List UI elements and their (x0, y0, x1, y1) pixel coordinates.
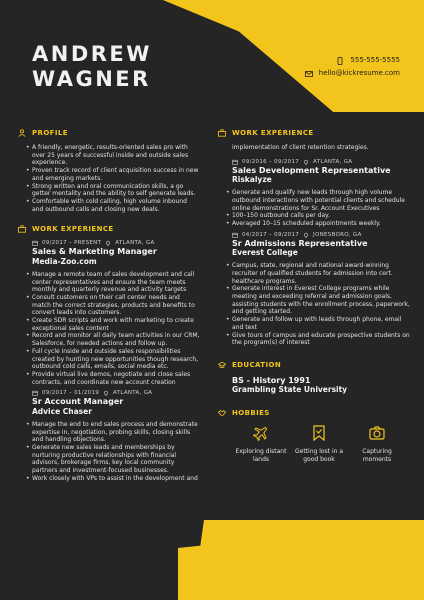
right-column (218, 129, 412, 464)
list-item: • Create SDR scripts and work with marketing to create exceptional sales content (32, 317, 200, 332)
education-degree: BS - History 1991 (232, 375, 311, 385)
job-company: Advice Chaser (32, 406, 92, 416)
hobby-label: Capturing moments (362, 447, 392, 463)
map-pin-icon (105, 240, 111, 246)
mail-icon (305, 70, 313, 78)
job-title: Sr Account Manager (32, 397, 124, 407)
list-item: • Work closely with VPs to assist in the development and (32, 475, 200, 483)
hobbies-heading (218, 409, 412, 417)
job-location: ATLANTA, GA (115, 240, 155, 247)
job-bullets (18, 421, 200, 483)
calendar-icon (232, 232, 238, 238)
hobby-item (232, 425, 290, 464)
section-title: WORK EXPERIENCE (32, 225, 114, 234)
section-title: WORK EXPERIENCE (232, 129, 314, 137)
job-company: Everest College (232, 248, 298, 258)
hobbies-section (218, 409, 412, 464)
job-meta (218, 232, 412, 238)
job-title: Sales & Marketing Manager (32, 247, 157, 257)
profile-section (18, 129, 200, 213)
email-row[interactable] (305, 68, 400, 79)
education-heading (218, 361, 412, 369)
profile-bullets (18, 144, 200, 213)
job-dates: 09/2016 – 09/2017 (242, 158, 300, 165)
hobby-item (290, 425, 348, 464)
list-item: • Give tours of campus and educate prospective students on the program(s) of interest (232, 332, 412, 347)
work-experience-continued-section (218, 129, 412, 347)
job-dates: 09/2017 – 01/2019 (42, 390, 100, 397)
job-location: JONESBORO, GA (313, 231, 362, 238)
work-experience-section (18, 225, 200, 482)
section-title: HOBBIES (232, 408, 270, 417)
job-meta (18, 240, 200, 246)
job-entry (218, 159, 412, 228)
email-address: hello@kickresume.com (318, 69, 400, 77)
job-bullets (218, 262, 412, 347)
list-item: • Full cycle inside and outside sales responsibilities created by hunting new opportunities though research, outbound cold calls, emails, social media etc. (32, 348, 200, 371)
list-item: • Generate and follow up with leads through phone, email and text (232, 316, 412, 331)
job-title: Sales Development Representative (232, 165, 391, 175)
list-item: • A friendly, energetic, results-oriented sales pro with over 25 years of successful inside and outside sales experience. (32, 144, 200, 167)
calendar-icon (232, 159, 238, 165)
list-item: • Manage a remote team of sales development and call center representatives and ensure the team meets monthly and quarterly revenue and activity targets (32, 271, 200, 294)
briefcase-icon (218, 129, 226, 137)
job-location: ATLANTA, GA (313, 158, 353, 165)
list-item: • Consult customers on their call center needs and match the correct strategies, products and benefits to convert leads into customers. (32, 294, 200, 317)
left-column (18, 129, 200, 487)
person-icon (18, 129, 26, 137)
section-title: EDUCATION (232, 360, 282, 369)
job-meta (18, 390, 200, 396)
job-bullets (18, 271, 200, 387)
calendar-icon (32, 390, 38, 396)
hobby-item (348, 425, 406, 464)
list-item: • Proven track record of client acquisition success in new and emerging markets. (32, 167, 200, 182)
list-item: • Generate new sales leads and memberships by nurturing productive relationships with financial advisors, brokerage firms, key local community partners and investment-focused businesses. (32, 444, 200, 475)
work-heading (18, 225, 200, 233)
bookmark-icon (311, 425, 327, 441)
handshake-icon (218, 409, 226, 417)
job-entry (18, 240, 200, 386)
map-pin-icon (303, 232, 309, 238)
list-item: • Manage the end to end sales process and demonstrate expertise in, negotiation, probing skills, closing skills and handling objections. (32, 421, 200, 444)
list-item: • Provide virtual live demos, negotiate and close sales contracts, and coordinate new account creation (32, 371, 200, 386)
job-title: Sr Admissions Representative (232, 238, 368, 248)
list-item: • Generate and qualify new leads through high volume outbound interactions with potential clients and schedule online demonstrations for Sr. Account Executives (232, 189, 412, 212)
calendar-icon (32, 240, 38, 246)
contact-info (305, 55, 400, 79)
map-pin-icon (303, 159, 309, 165)
continuation-text: implementation of client retention strategies. (232, 144, 369, 151)
hobbies-list (218, 425, 412, 464)
graduation-cap-icon (218, 361, 226, 369)
education-school: Grambling State University (232, 385, 348, 395)
profile-heading (18, 129, 200, 137)
phone-row[interactable] (305, 55, 400, 66)
job-dates: 04/2017 – 09/2017 (242, 231, 300, 238)
last-name: WAGNER (32, 67, 151, 91)
list-item: • Averaged 10–15 scheduled appointments weekly. (232, 220, 412, 228)
job-company: Riskalyze (232, 175, 272, 185)
first-name: ANDREW (32, 42, 152, 66)
job-dates: 09/2017 – PRESENT (42, 240, 102, 247)
job-location: ATLANTA, GA (113, 390, 153, 397)
education-section (218, 361, 412, 395)
list-item: • Comfortable with cold calling, high volume inbound and outbound calls and closing new deals. (32, 198, 200, 213)
job-entry (18, 390, 200, 482)
list-item: • Campus, state, regional and national award-winning recruiter of qualified students for admission into cert. healthcare programs. (232, 262, 412, 285)
phone-icon (336, 57, 344, 65)
camera-icon (369, 425, 385, 441)
airplane-icon (253, 425, 269, 441)
job-bullets (218, 189, 412, 228)
job-entry (218, 232, 412, 347)
list-item: • Record and monitor all daily team activities in our CRM, Salesforce, for needed actions and follow up. (32, 332, 200, 347)
work-heading (218, 129, 412, 137)
list-item: • Generate interest in Everest College programs while meeting and exceeding referral and admission goals, assisting students with the enrollment process, paperwork, and getting started. (232, 285, 412, 316)
hobby-label: Getting lost in a good book (294, 447, 343, 463)
job-company: Media-Zoo.com (32, 256, 97, 266)
job-meta (218, 159, 412, 165)
map-pin-icon (103, 390, 109, 396)
list-item: • 100–150 outbound calls per day. (232, 212, 412, 220)
section-title: PROFILE (32, 129, 68, 137)
candidate-name (32, 42, 152, 92)
list-item: • Strong written and oral communication skills, a go getter mentality and the ability to self generate leads. (32, 183, 200, 198)
briefcase-icon (18, 225, 26, 233)
hobby-label: Exploring distant lands (235, 447, 287, 463)
phone-number: 555-555-5555 (350, 56, 400, 64)
